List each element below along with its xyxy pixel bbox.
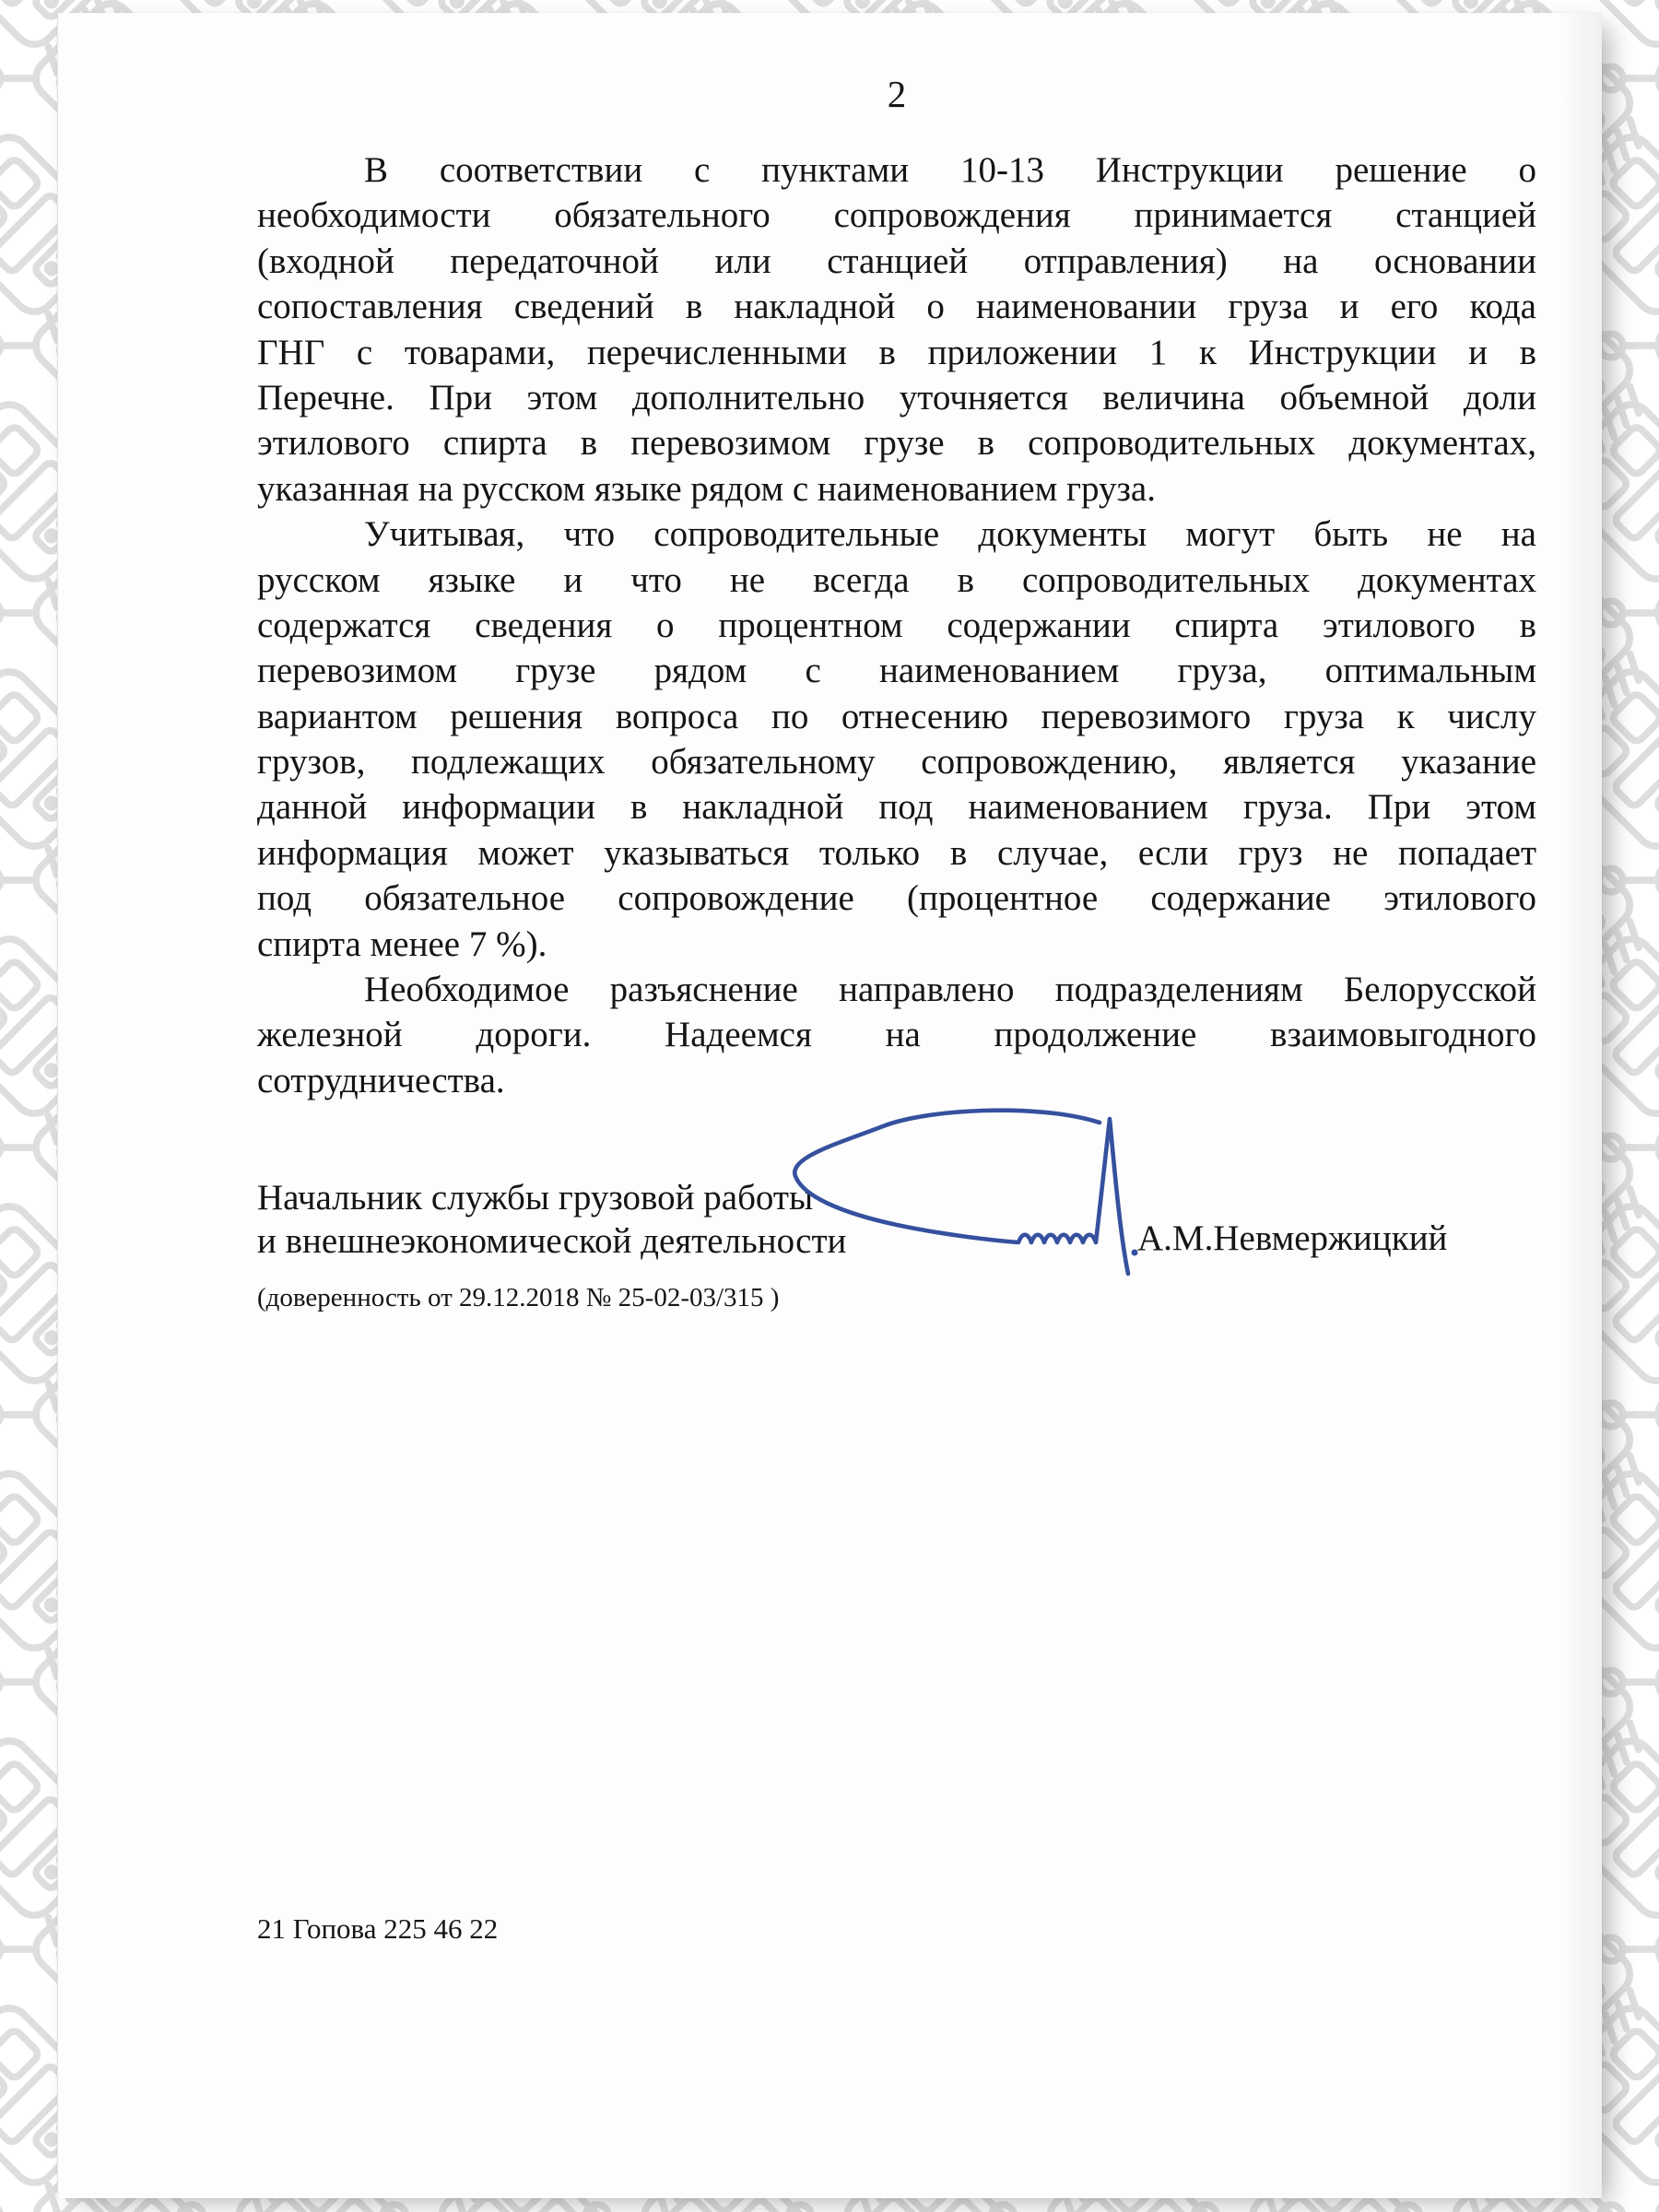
signer-title-line1: Начальник службы грузовой работы [257, 1178, 814, 1218]
signer-title-line2: и внешнеэкономической деятельности [257, 1221, 847, 1261]
letter-body [257, 147, 1536, 1103]
page-number: 2 [887, 73, 907, 115]
signer-title [257, 1176, 1087, 1263]
attorney-note: (доверенность от 29.12.2018 № 25-02-03/315 ) [257, 1283, 780, 1312]
text-line: спирта менее 7 %). [257, 924, 547, 964]
text-line: (входной передаточной или станцией отправления) на основании [257, 241, 1536, 281]
text-line: содержатся сведения о процентном содержании спирта этилового в [257, 605, 1536, 645]
text-line: Учитывая, что сопроводительные документы могут быть не на [364, 514, 1536, 555]
letter-page-2 [57, 13, 1602, 2198]
text-line: сопоставления сведений в накладной о наименовании груза и его кода [257, 287, 1536, 327]
text-line: необходимости обязательного сопровождения принимается станцией [257, 195, 1536, 236]
text-line: Перечне. При этом дополнительно уточняется величина объемной доли [257, 377, 1536, 418]
text-line: В соответствии с пунктами 10-13 Инструкции решение о [364, 150, 1536, 190]
text-line: данной информации в накладной под наименованием груза. При этом [257, 787, 1536, 828]
text-line: сотрудничества. [257, 1060, 505, 1100]
text-line: железной дороги. Надеемся на продолжение взаимовыгодного [257, 1015, 1536, 1055]
text-line: Необходимое разъяснение направлено подразделениям Белорусской [364, 970, 1536, 1010]
text-line: русском языке и что не всегда в сопроводительных документах [257, 559, 1536, 600]
text-line: указанная на русском языке рядом с наименованием груза. [257, 468, 1156, 509]
executor-note: 21 Гопова 225 46 22 [257, 1912, 499, 1945]
text-line: грузов, подлежащих обязательному сопровождению, является указание [257, 742, 1536, 782]
signer-name: А.М.Невмержицкий [1137, 1218, 1448, 1258]
text-line: вариантом решения вопроса по отнесению перевозимого груза к числу [257, 696, 1536, 736]
text-line: этилового спирта в перевозимом грузе в сопроводительных документах, [257, 423, 1536, 464]
text-line: ГНГ с товарами, перечисленными в приложении 1 к Инструкции и в [257, 332, 1536, 372]
text-line: информация может указываться только в случае, если груз не попадает [257, 832, 1536, 873]
text-line: перевозимом грузе рядом с наименованием груза, оптимальным [257, 651, 1536, 691]
text-line: под обязательное сопровождение (процентное содержание этилового [257, 878, 1536, 919]
